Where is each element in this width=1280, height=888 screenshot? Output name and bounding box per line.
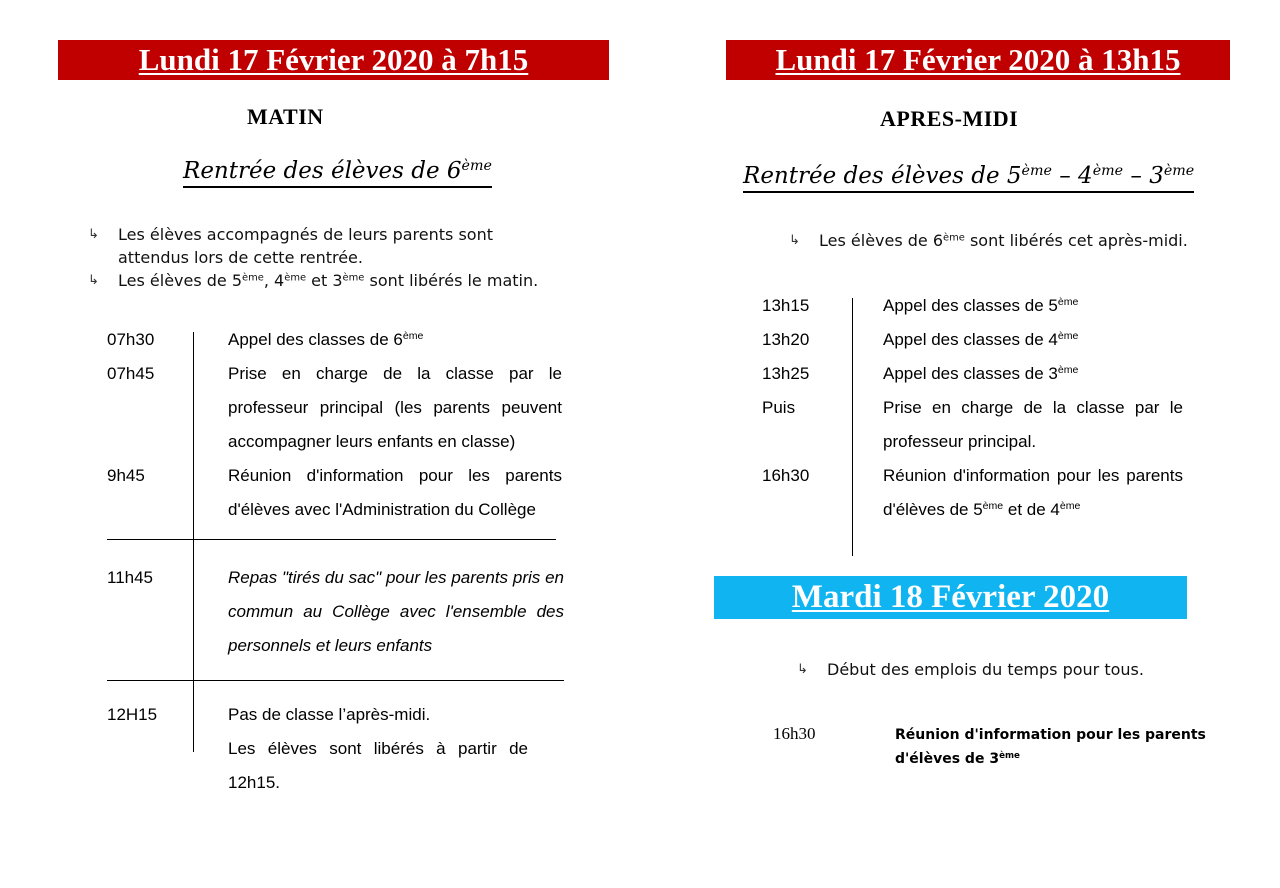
monday-afternoon-banner: Lundi 17 Février 2020 à 13h15 [726,40,1230,80]
tuesday-meeting-text: Réunion d'information pour les parents d'élèves de 3ème [895,727,1206,767]
schedule-text: Prise en charge de la classe par le professeur principal. [883,398,1183,451]
schedule-text: Appel des classes de 4ème [883,330,1079,349]
schedule-text: Pas de classe l’après-midi. [228,705,431,724]
hooked-arrow-icon: ↳ [797,662,808,677]
hooked-arrow-icon: ↳ [88,273,99,288]
schedule-time: 11h45 [107,568,154,587]
hooked-arrow-icon: ↳ [88,227,99,242]
list-item: ↳ Les élèves de 5ème, 4ème et 3ème sont libérés le matin. [88,271,539,290]
schedule-text: Appel des classes de 3ème [883,364,1079,383]
sixth-grade-subtitle: Rentrée des élèves de 6ème [183,158,492,188]
list-item: ↳ Les élèves de 6ème sont libérés cet après-midi. [789,231,1188,250]
tuesday-banner: Mardi 18 Février 2020 [714,576,1187,619]
schedule-text: Réunion d'information pour les parents d'élèves de 5ème et de 4ème [883,466,1183,519]
schedule-divider [193,332,194,752]
schedule-time: 13h25 [762,364,810,383]
schedule-time: 9h45 [107,466,145,485]
other-grades-subtitle: Rentrée des élèves de 5ème – 4ème – 3ème [743,163,1194,193]
list-item: ↳ Les élèves accompagnés de leurs parents sont attendus lors de cette rentrée. [88,225,493,267]
schedule-text: Les élèves sont libérés à partir de 12h15. [228,739,528,792]
schedule-text: Appel des classes de 5ème [883,296,1079,315]
schedule-time: Puis [762,398,796,417]
schedule-time: 13h20 [762,330,810,349]
schedule-time: 12H15 [107,705,158,724]
section-separator [107,680,564,681]
schedule-divider [852,298,853,556]
schedule-time: 07h45 [107,364,155,383]
hooked-arrow-icon: ↳ [789,233,800,248]
schedule-text: Réunion d'information pour les parents d'élèves avec l'Administration du Collège [228,466,562,519]
morning-heading: MATIN [247,104,324,129]
schedule-time: 16h30 [762,466,810,485]
schedule-text: Appel des classes de 6ème [228,330,424,349]
schedule-time: 13h15 [762,296,810,315]
afternoon-heading: APRES-MIDI [880,106,1019,131]
section-separator [107,539,556,540]
schedule-time: 07h30 [107,330,155,349]
monday-morning-banner: Lundi 17 Février 2020 à 7h15 [58,40,609,80]
schedule-time: 16h30 [773,724,816,743]
schedule-text: Prise en charge de la classe par le professeur principal (les parents peuvent accompagner leurs enfants en classe) [228,364,562,451]
schedule-text: Repas "tirés du sac" pour les parents pris en commun au Collège avec l'ensemble des personnels et leurs enfants [228,568,564,655]
list-item: ↳ Début des emplois du temps pour tous. [797,660,1144,679]
